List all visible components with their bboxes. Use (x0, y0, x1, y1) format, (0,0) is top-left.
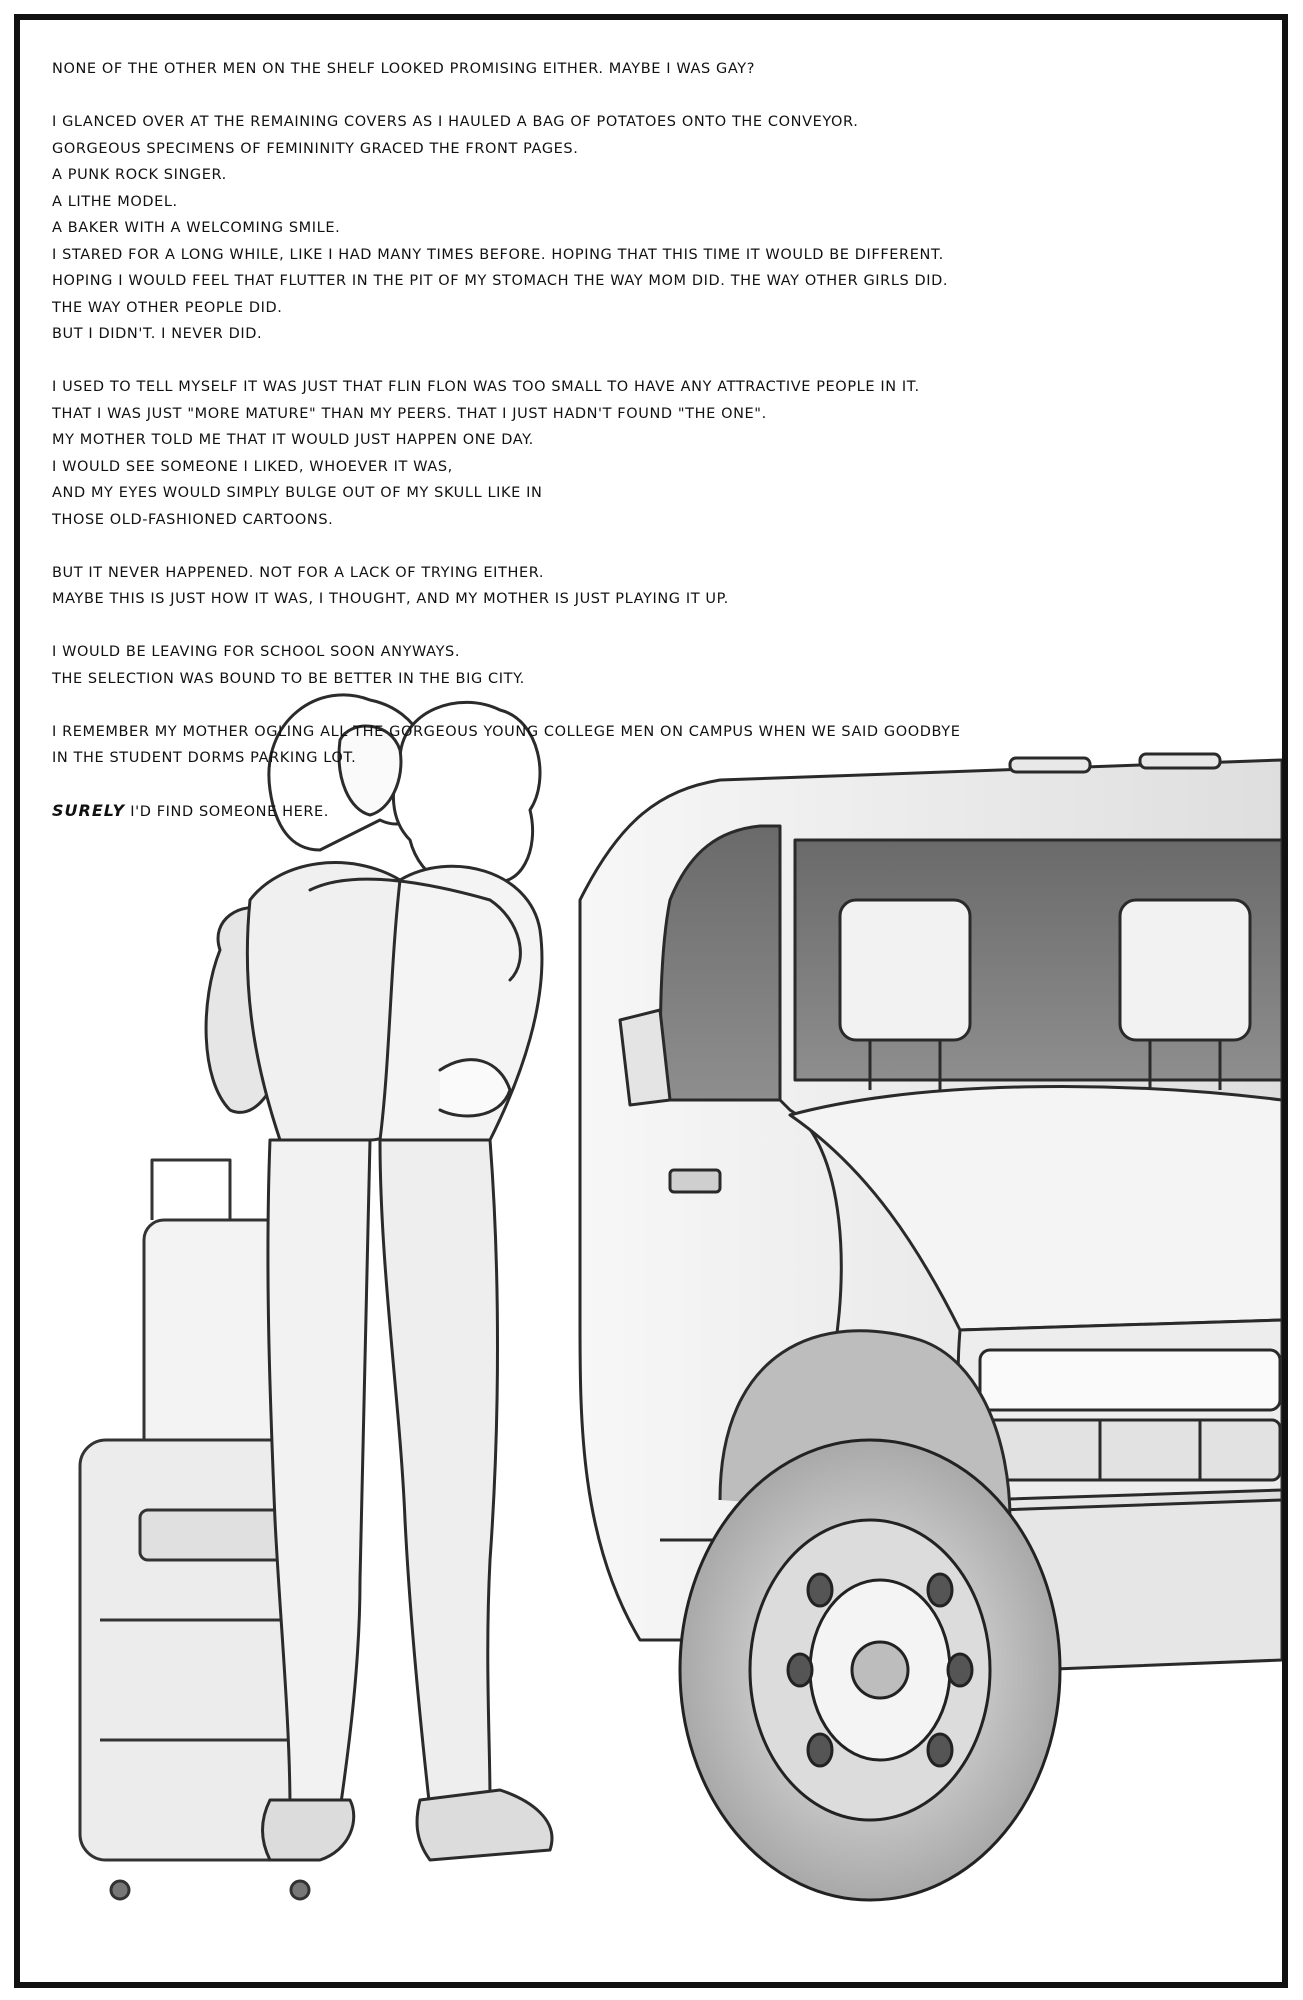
narration-paragraph-5 (52, 639, 1252, 692)
narration-line: BUT I DIDN'T. I NEVER DID. (52, 326, 263, 342)
narration-final-line (52, 798, 1252, 826)
narration-line: THAT I WAS JUST "MORE MATURE" THAN MY PEERS. THAT I JUST HADN'T FOUND "THE ONE". (52, 405, 767, 422)
narration-line: THE SELECTION WAS BOUND TO BE BETTER IN THE BIG CITY. (52, 670, 525, 687)
narration-line: I WOULD BE LEAVING FOR SCHOOL SOON ANYWAYS. (52, 644, 461, 660)
truck-wheel (680, 1440, 1060, 1900)
narration-text (52, 56, 1252, 852)
narration-line: BUT IT NEVER HAPPENED. NOT FOR A LACK OF TRYING EITHER. (52, 564, 545, 581)
final-line-rest: I'D FIND SOMEONE HERE. (125, 804, 329, 820)
narration-line: I GLANCED OVER AT THE REMAINING COVERS AS I HAULED A BAG OF POTATOES ONTO THE CONVEYOR. (52, 114, 859, 130)
narration-line: MY MOTHER TOLD ME THAT IT WOULD JUST HAPPEN ONE DAY. (52, 432, 534, 448)
narration-line: I STARED FOR A LONG WHILE, LIKE I HAD MANY TIMES BEFORE. HOPING THAT THIS TIME IT WOULD BE DIFFERENT. (52, 246, 944, 263)
narration-line: IN THE STUDENT DORMS PARKING LOT. (52, 750, 357, 766)
narration-line: GORGEOUS SPECIMENS OF FEMININITY GRACED THE FRONT PAGES. (52, 140, 579, 157)
narration-line: THE WAY OTHER PEOPLE DID. (52, 299, 283, 316)
narration-paragraph-1 (52, 56, 1252, 83)
narration-line (52, 798, 1252, 826)
narration-paragraph-2 (52, 109, 1252, 348)
emphasis-word: SURELY (52, 801, 126, 820)
narration-line: A LITHE MODEL. (52, 193, 178, 210)
narration-paragraph-6 (52, 719, 1252, 772)
narration-line: MAYBE THIS IS JUST HOW IT WAS, I THOUGHT, AND MY MOTHER IS JUST PLAYING IT UP. (52, 591, 729, 607)
narration-paragraph-3 (52, 374, 1252, 533)
narration-line: AND MY EYES WOULD SIMPLY BULGE OUT OF MY SKULL LIKE IN (52, 485, 543, 501)
narration-line: NONE OF THE OTHER MEN ON THE SHELF LOOKED PROMISING EITHER. MAYBE I WAS GAY? (52, 61, 755, 77)
narration-line: A PUNK ROCK SINGER. (52, 167, 227, 183)
narration-line: I WOULD SEE SOMEONE I LIKED, WHOEVER IT WAS, (52, 458, 453, 475)
comic-panel (14, 14, 1288, 1988)
narration-paragraph-4 (52, 560, 1252, 613)
narration-line: THOSE OLD-FASHIONED CARTOONS. (52, 511, 334, 528)
narration-line: I REMEMBER MY MOTHER OGLING ALL THE GORGEOUS YOUNG COLLEGE MEN ON CAMPUS WHEN WE SAID GOODBYE (52, 723, 961, 740)
narration-line: I USED TO TELL MYSELF IT WAS JUST THAT FLIN FLON WAS TOO SMALL TO HAVE ANY ATTRACTIVE PEOPLE IN IT. (52, 379, 920, 395)
narration-line: HOPING I WOULD FEEL THAT FLUTTER IN THE PIT OF MY STOMACH THE WAY MOM DID. THE WAY OTHER GIRLS DID. (52, 273, 949, 289)
narration-line: A BAKER WITH A WELCOMING SMILE. (52, 220, 341, 236)
